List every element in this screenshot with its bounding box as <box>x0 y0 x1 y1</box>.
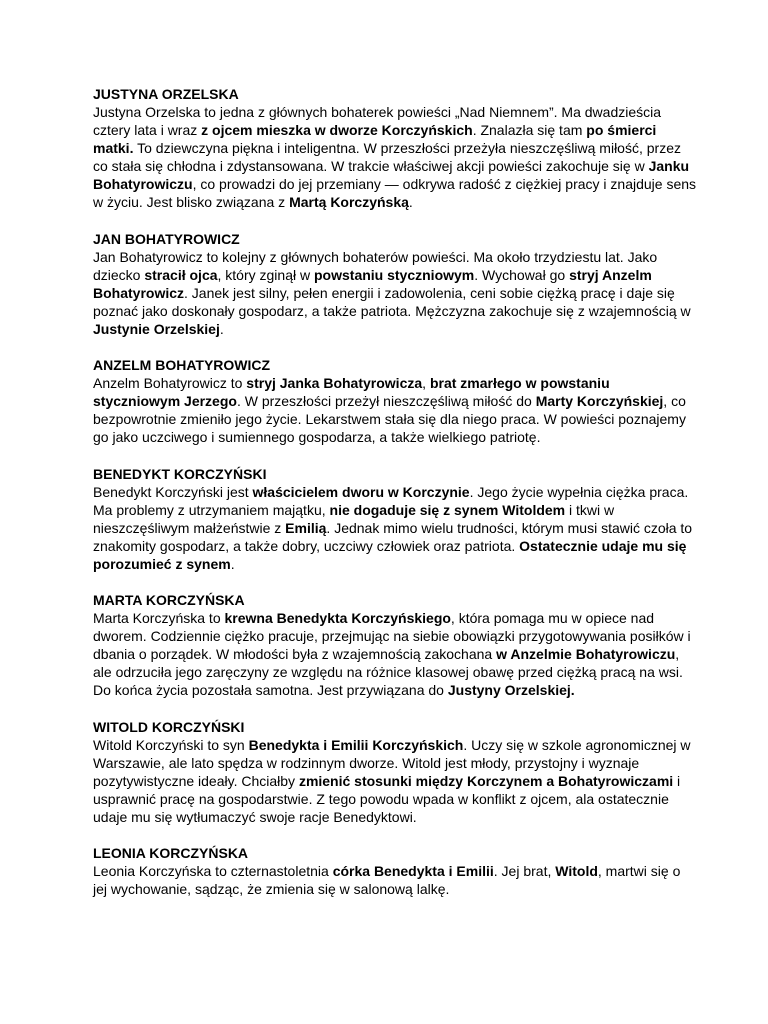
bold-run: Benedykta i Emilii Korczyńskich <box>248 736 464 753</box>
text-run: . W przeszłości przeżył nieszczęśliwą miłość do <box>236 393 536 409</box>
text-run: . Uczy się w szkole agronomicznej w Warszawie, ale lato spędza w rodzinnym dworze. Witold jest młody, przystojny i wyznaje pozytywistyczne ideały. Chciałby <box>93 736 691 789</box>
text-run: Anzelm Bohatyrowicz to <box>93 375 247 391</box>
bold-run: Witold <box>555 863 598 879</box>
character-section <box>93 230 698 338</box>
bold-run: Janku Bohatyrowiczu <box>93 158 690 192</box>
character-heading: JUSTYNA ORZELSKA <box>93 86 239 102</box>
bold-run: Justyny Orzelskiej. <box>447 682 575 698</box>
character-description <box>93 483 698 573</box>
bold-run: powstaniu styczniowym <box>314 266 475 283</box>
text-run: , co prowadzi do jej przemiany — odkrywa radość z ciężkiej pracy i znajduje sens w życiu. Jest blisko związana z <box>93 176 697 210</box>
character-description <box>93 374 698 446</box>
text-run: , która pomaga mu w opiece nad dworem. Codziennie ciężko pracuje, przejmując na siebie obowiązki przygotowywania posiłków i dbania o porządek. W młodości była z wzajemnością zakochana <box>93 610 691 662</box>
text-run: Justyna Orzelska to jedna z głównych bohaterek powieści „Nad Niemnem”. Ma dwadzieścia cztery lata i wraz <box>93 104 662 138</box>
bold-run: Emilią <box>285 519 327 536</box>
text-run: , co bezpowrotnie zmieniło jego życie. Lekarstwem stała się dla niego praca. W powieści poznajemy go jako uczciwego i sumiennego gospodarza, a także wielkiego patriotę. <box>93 393 686 445</box>
text-run: Jan Bohatyrowicz to kolejny z głównych bohaterów powieści. Ma około trzydziestu lat. Jako dziecko <box>93 248 658 283</box>
character-description <box>93 609 698 699</box>
text-run: . Znalazła się tam <box>472 122 587 138</box>
text-run: . Janek jest silny, pełen energii i zadowolenia, ceni sobie ciężką pracę i daje się poznać jako doskonały gospodarz, a także patriota. Mężczyzna zakochuje się z wzajemnością w <box>93 284 691 319</box>
bold-run: córka Benedykta i Emilii <box>332 863 494 879</box>
bold-run: stryj Janka Bohatyrowicza <box>246 375 423 391</box>
text-run: i tkwi w nieszczęśliwym małżeństwie z <box>93 501 615 536</box>
character-description <box>93 736 698 826</box>
character-section <box>93 718 698 826</box>
text-run: . Jej brat, <box>493 863 556 879</box>
text-run: Leonia Korczyńska to czternastoletnia <box>93 863 333 879</box>
text-run: . Jednak mimo wielu trudności, którym musi stawić czoła to znakomity gospodarz, a także dobry, uczciwy człowiek oraz patriota. <box>93 519 693 554</box>
text-run: To dziewczyna piękna i inteligentna. W przeszłości przeżyła nieszczęśliwą miłość, przez co stała się chłodna i zdystansowana. W trakcie właściwej akcji powieści zakochuje się w <box>93 140 681 174</box>
text-run: . <box>408 194 413 210</box>
bold-run: po śmierci matki. <box>93 122 657 156</box>
text-run: . Wychował go <box>474 266 570 283</box>
bold-run: Martą Korczyńską <box>289 194 409 210</box>
character-sections <box>93 85 698 898</box>
text-run: Marta Korczyńska to <box>93 610 225 626</box>
text-run: . <box>230 555 235 572</box>
bold-run: stryj Anzelm Bohatyrowicz <box>93 266 652 301</box>
character-heading: WITOLD KORCZYŃSKI <box>93 718 245 735</box>
bold-run: w Anzelmie Bohatyrowiczu <box>496 646 676 662</box>
character-heading: ANZELM BOHATYROWICZ <box>93 357 271 373</box>
text-run: i usprawnić pracę na gospodarstwie. Z tego powodu wpada w konflikt z ojcem, ala ostatecznie udaje mu się wytłumaczyć swoje racje Benedyktowi. <box>93 772 681 825</box>
character-section <box>93 85 698 211</box>
character-description <box>93 248 698 338</box>
text-run: , martwi się o jej wychowanie, sądząc, że zmienia się w salonową lalkę. <box>93 863 681 897</box>
text-run: , <box>422 375 430 391</box>
text-run: , ale odrzuciła jego zaręczyny ze względu na różnice klasowej obawę przed ciężką pracą na wsi. Do końca życia pozostała samotna. Jest przywiązana do <box>93 646 683 698</box>
bold-run: krewna Benedykta Korczyńskiego <box>224 610 451 626</box>
text-run: Witold Korczyński to syn <box>93 736 249 753</box>
bold-run: zmienić stosunki między Korczynem a Bohatyrowiczami <box>298 772 674 789</box>
character-section <box>93 844 698 898</box>
character-heading: BENEDYKT KORCZYŃSKI <box>93 465 267 482</box>
character-heading: MARTA KORCZYŃSKA <box>93 592 245 608</box>
character-section <box>93 465 698 573</box>
character-section <box>93 356 698 446</box>
bold-run: brat zmarłego w powstaniu styczniowym Jerzego <box>93 375 610 409</box>
character-description <box>93 862 698 898</box>
bold-run: Ostatecznie udaje mu się porozumieć z synem <box>93 537 687 572</box>
bold-run: Justynie Orzelskiej <box>93 320 220 337</box>
text-run: . <box>219 320 224 337</box>
text-run: , który zginął w <box>217 266 314 283</box>
bold-run: z ojcem mieszka w dworze Korczyńskich <box>201 122 473 138</box>
text-run: Benedykt Korczyński jest <box>93 483 253 500</box>
character-heading: LEONIA KORCZYŃSKA <box>93 845 249 861</box>
text-run: . Jego życie wypełnia ciężka praca. Ma problemy z utrzymaniem majątku, <box>93 483 689 518</box>
character-heading: JAN BOHATYROWICZ <box>93 230 240 247</box>
bold-run: właścicielem dworu w Korczynie <box>252 483 470 500</box>
bold-run: Marty Korczyńskiej <box>535 393 664 409</box>
bold-run: stracił ojca <box>144 266 218 283</box>
bold-run: nie dogaduje się z synem Witoldem <box>329 501 566 518</box>
character-section <box>93 591 698 699</box>
character-description <box>93 103 698 211</box>
